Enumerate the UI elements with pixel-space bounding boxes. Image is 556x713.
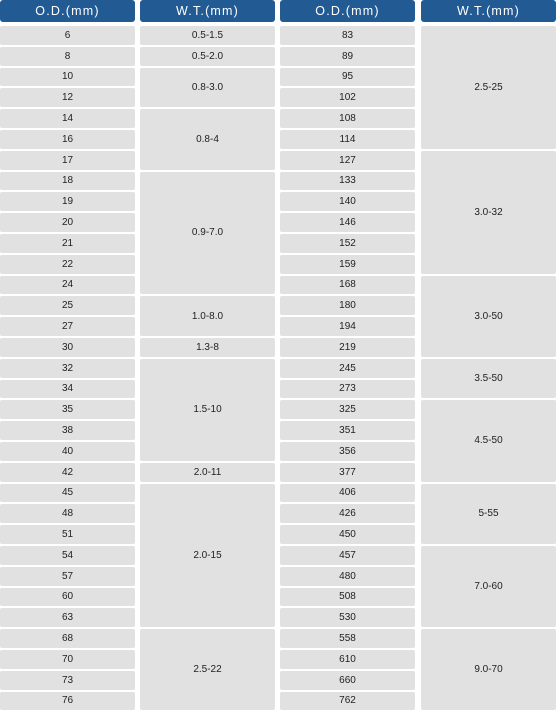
od-cell: 558	[280, 629, 415, 648]
wt-cell: 4.5-50	[421, 400, 556, 481]
wt-cell: 0.9-7.0	[140, 172, 275, 295]
od-cell: 22	[0, 255, 135, 274]
od-cell: 30	[0, 338, 135, 357]
od-cell: 508	[280, 588, 415, 607]
od-cell: 426	[280, 504, 415, 523]
wt-cell: 2.0-11	[140, 463, 275, 482]
od-cell: 57	[0, 567, 135, 586]
wt-cell: 0.5-2.0	[140, 47, 275, 66]
od-cell: 114	[280, 130, 415, 149]
od-cell: 457	[280, 546, 415, 565]
wt-cell: 3.0-50	[421, 276, 556, 357]
od-cell: 273	[280, 380, 415, 399]
od-cell: 660	[280, 671, 415, 690]
od-cell: 48	[0, 504, 135, 523]
od-cell: 377	[280, 463, 415, 482]
od-cell: 168	[280, 276, 415, 295]
od-cell: 18	[0, 172, 135, 191]
od-cell: 19	[0, 192, 135, 211]
od-cell: 42	[0, 463, 135, 482]
wt-header: W.T.(mm)	[421, 0, 556, 22]
wt-cell: 3.0-32	[421, 151, 556, 274]
od-cell: 146	[280, 213, 415, 232]
od-cell: 159	[280, 255, 415, 274]
od-cell: 70	[0, 650, 135, 669]
od-cell: 40	[0, 442, 135, 461]
od-cell: 45	[0, 484, 135, 503]
od-cell: 32	[0, 359, 135, 378]
od-cell: 6	[0, 26, 135, 45]
wt-cell: 2.5-22	[140, 629, 275, 710]
od-cell: 60	[0, 588, 135, 607]
wt-cell: 3.5-50	[421, 359, 556, 399]
od-cell: 54	[0, 546, 135, 565]
od-cell: 406	[280, 484, 415, 503]
od-cell: 35	[0, 400, 135, 419]
od-cell: 68	[0, 629, 135, 648]
od-cell: 133	[280, 172, 415, 191]
od-cell: 219	[280, 338, 415, 357]
od-cell: 152	[280, 234, 415, 253]
od-cell: 34	[0, 380, 135, 399]
od-cell: 762	[280, 692, 415, 711]
od-cell: 20	[0, 213, 135, 232]
od-cell: 450	[280, 525, 415, 544]
od-cell: 63	[0, 608, 135, 627]
wt-cell: 2.0-15	[140, 484, 275, 628]
od-cell: 51	[0, 525, 135, 544]
wt-cell: 7.0-60	[421, 546, 556, 627]
od-cell: 325	[280, 400, 415, 419]
od-cell: 73	[0, 671, 135, 690]
wt-header: W.T.(mm)	[140, 0, 275, 22]
od-cell: 140	[280, 192, 415, 211]
od-cell: 76	[0, 692, 135, 711]
wt-cell: 1.5-10	[140, 359, 275, 461]
wt-cell: 0.5-1.5	[140, 26, 275, 45]
od-cell: 21	[0, 234, 135, 253]
od-cell: 245	[280, 359, 415, 378]
od-cell: 25	[0, 296, 135, 315]
od-cell: 38	[0, 421, 135, 440]
wt-cell: 9.0-70	[421, 629, 556, 710]
wt-cell: 1.3-8	[140, 338, 275, 357]
od-cell: 27	[0, 317, 135, 336]
od-cell: 12	[0, 88, 135, 107]
od-cell: 17	[0, 151, 135, 170]
od-cell: 10	[0, 68, 135, 87]
od-cell: 610	[280, 650, 415, 669]
od-cell: 194	[280, 317, 415, 336]
od-cell: 180	[280, 296, 415, 315]
od-cell: 351	[280, 421, 415, 440]
wt-cell: 0.8-4	[140, 109, 275, 169]
od-cell: 8	[0, 47, 135, 66]
od-cell: 24	[0, 276, 135, 295]
wt-cell: 1.0-8.0	[140, 296, 275, 336]
od-cell: 14	[0, 109, 135, 128]
wt-cell: 5-55	[421, 484, 556, 544]
od-cell: 102	[280, 88, 415, 107]
od-header: O.D.(mm)	[0, 0, 135, 22]
od-cell: 16	[0, 130, 135, 149]
od-cell: 83	[280, 26, 415, 45]
od-cell: 95	[280, 68, 415, 87]
od-cell: 108	[280, 109, 415, 128]
od-cell: 480	[280, 567, 415, 586]
od-cell: 530	[280, 608, 415, 627]
od-header: O.D.(mm)	[280, 0, 415, 22]
od-cell: 127	[280, 151, 415, 170]
od-cell: 89	[280, 47, 415, 66]
od-cell: 356	[280, 442, 415, 461]
wt-cell: 0.8-3.0	[140, 68, 275, 108]
wt-cell: 2.5-25	[421, 26, 556, 149]
